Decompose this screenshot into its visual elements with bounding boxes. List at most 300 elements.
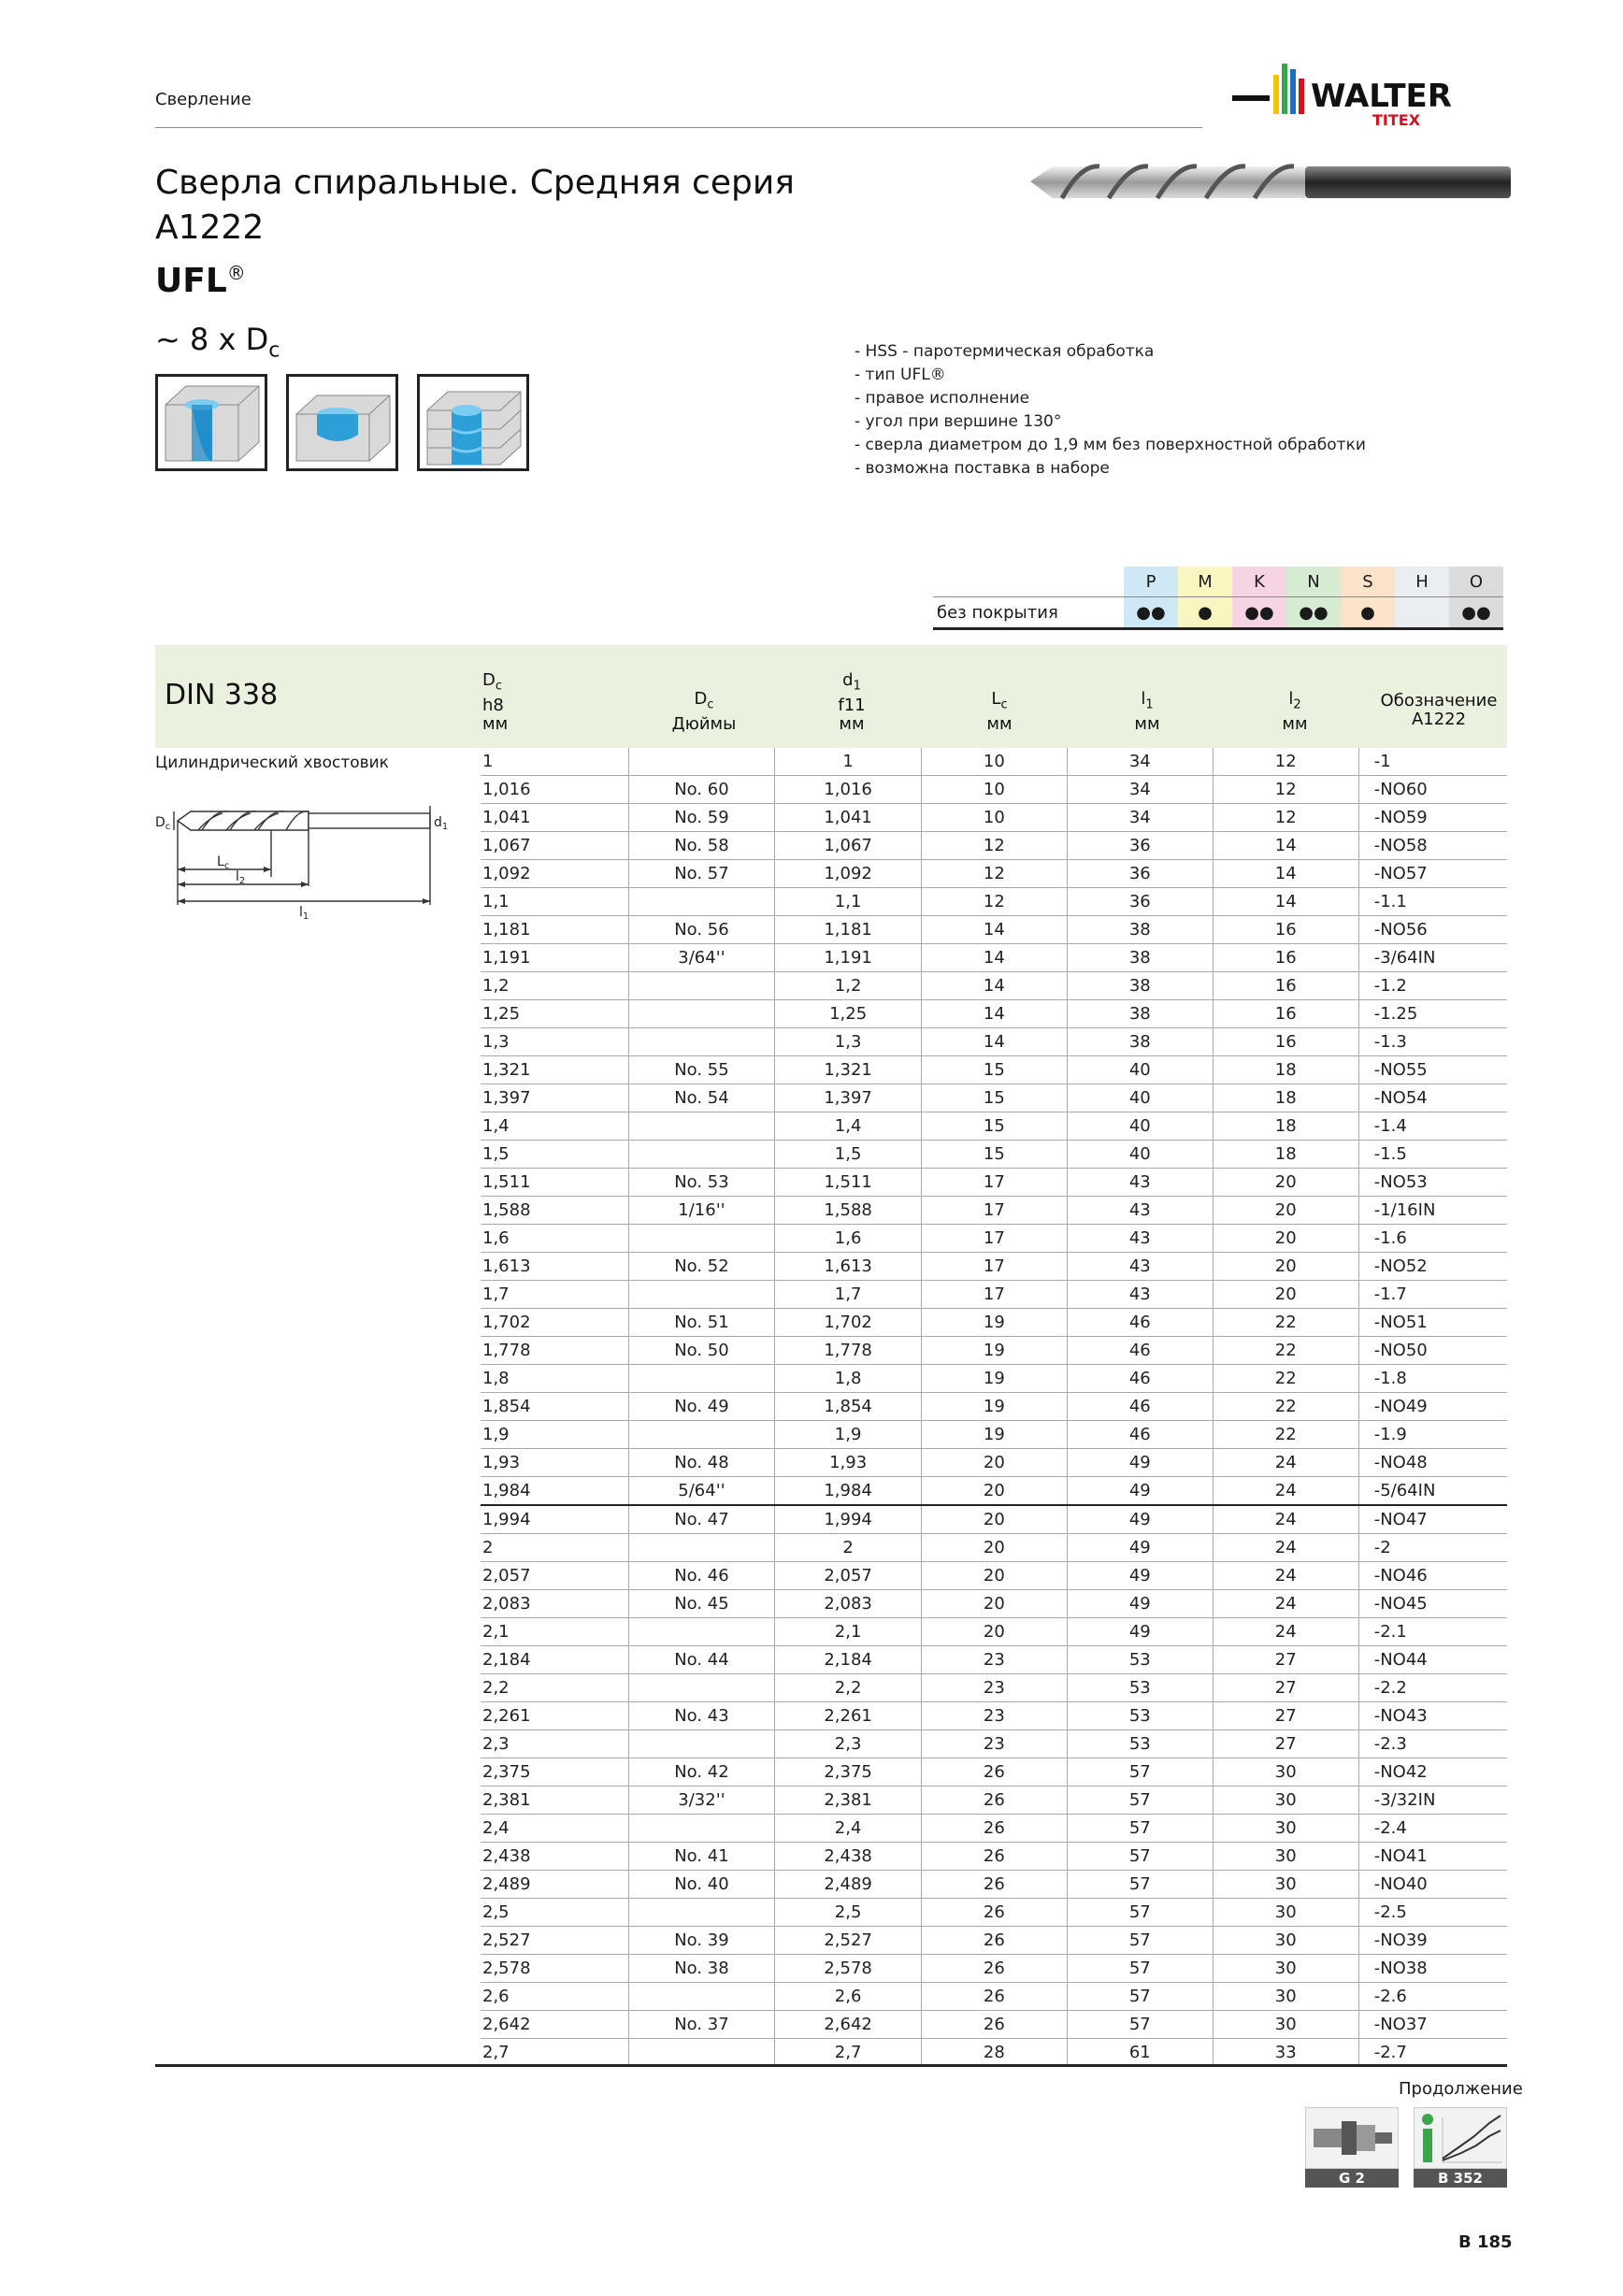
cell-d1: 2,381 [775,1787,922,1815]
cell-l1: 36 [1067,888,1213,916]
cell-l1: 57 [1067,1983,1213,2011]
cell-d1: 2,3 [775,1730,922,1758]
table-row [481,1534,1507,1562]
cell-lc: 14 [921,916,1067,944]
header-lc: $L_c$ мм [986,689,1013,734]
cell-designation: -2.2 [1358,1674,1507,1702]
feature-item: - HSS - паротермическая обработка [855,342,1155,361]
cell-d1: 1,2 [775,972,922,1000]
cell-dc-inch: No. 50 [628,1337,775,1365]
ref-b352-label: B 352 [1414,2169,1507,2188]
cell-l2: 20 [1213,1253,1358,1281]
cell-dc-inch [628,1983,775,2011]
table-row [481,1871,1507,1899]
cell-d1: 1,5 [775,1141,922,1169]
header-l1: $l_1$ мм [1134,689,1160,734]
cell-l1: 49 [1067,1449,1213,1477]
cell-l1: 57 [1067,2011,1213,2039]
cell-dc-mm: 1,588 [481,1197,628,1225]
cell-d1: 2,375 [775,1758,922,1787]
cell-dc-mm: 1,191 [481,944,628,972]
cell-designation: -NO40 [1358,1871,1507,1899]
table-row [481,1815,1507,1843]
table-row [481,1477,1507,1506]
feature-item: - возможна поставка в наборе [855,459,1110,478]
cell-l1: 40 [1067,1056,1213,1084]
cell-lc: 20 [921,1449,1067,1477]
table-row [481,1562,1507,1590]
cell-l1: 43 [1067,1225,1213,1253]
cell-dc-inch: No. 41 [628,1843,775,1871]
table-row [481,748,1507,776]
table-row [481,1843,1507,1871]
cell-designation: -2.1 [1358,1618,1507,1646]
cell-dc-inch: No. 38 [628,1955,775,1983]
cell-dc-inch: No. 58 [628,832,775,860]
cell-lc: 23 [921,1730,1067,1758]
cell-l1: 34 [1067,804,1213,832]
cell-l2: 14 [1213,860,1358,888]
rating-m: ● [1178,597,1232,629]
cell-dc-mm: 1,25 [481,1000,628,1028]
cell-d1: 1,092 [775,860,922,888]
cell-designation: -NO48 [1358,1449,1507,1477]
cell-l2: 20 [1213,1225,1358,1253]
cell-designation: -2.4 [1358,1815,1507,1843]
cell-l2: 30 [1213,1787,1358,1815]
cell-l2: 22 [1213,1365,1358,1393]
cell-dc-mm: 1,854 [481,1393,628,1421]
table-row [481,1927,1507,1955]
cell-designation: -5/64IN [1358,1477,1507,1506]
cell-d1: 2,1 [775,1618,922,1646]
cell-designation: -NO42 [1358,1758,1507,1787]
cell-d1: 1,8 [775,1365,922,1393]
cell-lc: 17 [921,1169,1067,1197]
page-title [155,161,795,304]
cell-dc-mm: 1,613 [481,1253,628,1281]
feature-item: - угол при вершине 130° [855,412,1062,431]
cell-d1: 1,854 [775,1393,922,1421]
cell-dc-inch: 5/64'' [628,1477,775,1506]
cell-d1: 2,083 [775,1590,922,1618]
cell-designation: -1.6 [1358,1225,1507,1253]
stacked-plates-icon [417,374,529,471]
cell-l1: 49 [1067,1562,1213,1590]
cell-l2: 22 [1213,1421,1358,1449]
cell-lc: 20 [921,1562,1067,1590]
table-row [481,1955,1507,1983]
cell-designation: -1.4 [1358,1112,1507,1141]
table-row [481,832,1507,860]
cell-lc: 26 [921,1787,1067,1815]
table-row [481,944,1507,972]
cell-l1: 40 [1067,1112,1213,1141]
cell-l1: 34 [1067,776,1213,804]
cell-lc: 14 [921,1000,1067,1028]
cell-lc: 26 [921,1983,1067,2011]
material-rating-row [933,597,1503,629]
cell-dc-inch [628,1899,775,1927]
cell-d1: 1,4 [775,1112,922,1141]
table-row [481,776,1507,804]
dim-dc-label: $D_c$ [155,815,171,832]
table-row [481,1393,1507,1421]
material-code-p: P [1124,567,1178,597]
cell-designation: -NO38 [1358,1955,1507,1983]
cell-dc-mm: 1,067 [481,832,628,860]
cell-l1: 57 [1067,1871,1213,1899]
cell-dc-inch [628,1534,775,1562]
cell-l1: 49 [1067,1505,1213,1534]
blind-hole-icon [286,374,398,471]
cell-d1: 2,642 [775,2011,922,2039]
cell-dc-inch [628,1028,775,1056]
cell-l1: 36 [1067,832,1213,860]
cell-l1: 46 [1067,1421,1213,1449]
cell-l2: 12 [1213,776,1358,804]
header-d1: $d_1$ f11 мм [838,670,866,734]
drill-data-table [481,748,1507,2067]
cell-lc: 20 [921,1505,1067,1534]
cell-l1: 57 [1067,1758,1213,1787]
cell-designation: -NO37 [1358,2011,1507,2039]
cell-designation: -NO57 [1358,860,1507,888]
cell-l2: 27 [1213,1674,1358,1702]
cell-lc: 12 [921,832,1067,860]
cell-designation: -NO45 [1358,1590,1507,1618]
cell-designation: -1.7 [1358,1281,1507,1309]
cell-dc-inch [628,1674,775,1702]
cell-d1: 2,5 [775,1899,922,1927]
cell-l1: 57 [1067,1955,1213,1983]
cell-l2: 24 [1213,1618,1358,1646]
table-row [481,1787,1507,1815]
cell-l2: 14 [1213,832,1358,860]
cell-l2: 16 [1213,944,1358,972]
cell-dc-inch: 3/64'' [628,944,775,972]
cell-designation: -3/64IN [1358,944,1507,972]
cell-d1: 2 [775,1534,922,1562]
cell-d1: 1,9 [775,1421,922,1449]
cell-d1: 2,4 [775,1815,922,1843]
cell-l2: 16 [1213,972,1358,1000]
feature-item: - сверла диаметром до 1,9 мм без поверхностной обработки [855,436,1366,454]
cell-l1: 38 [1067,944,1213,972]
cell-d1: 1,588 [775,1197,922,1225]
feature-list [855,340,1366,481]
cell-d1: 1,016 [775,776,922,804]
cell-dc-mm: 2,4 [481,1815,628,1843]
feature-item: - правое исполнение [855,389,1030,408]
table-row [481,1674,1507,1702]
table-row [481,972,1507,1000]
cell-lc: 15 [921,1112,1067,1141]
title-line3: UFL [155,262,227,300]
cell-d1: 2,7 [775,2039,922,2067]
cell-d1: 1,041 [775,804,922,832]
cell-designation: -NO51 [1358,1309,1507,1337]
cell-d1: 1,93 [775,1449,922,1477]
cell-dc-inch: No. 43 [628,1702,775,1730]
header-l2: $l_2$ мм [1282,689,1308,734]
cell-lc: 20 [921,1590,1067,1618]
table-row [481,2039,1507,2067]
cell-d1: 1,191 [775,944,922,972]
cell-d1: 1 [775,748,922,776]
cell-dc-mm: 2,2 [481,1674,628,1702]
cell-lc: 23 [921,1646,1067,1674]
cell-l1: 46 [1067,1309,1213,1337]
table-row [481,1618,1507,1646]
cell-lc: 14 [921,1028,1067,1056]
cell-l1: 38 [1067,1028,1213,1056]
table-row [481,860,1507,888]
cell-dc-mm: 1,041 [481,804,628,832]
through-hole-icon [155,374,267,471]
cell-dc-mm: 2,3 [481,1730,628,1758]
cell-dc-inch [628,1225,775,1253]
cell-l2: 24 [1213,1562,1358,1590]
logo-sub: TITEX [1372,111,1421,129]
dim-lc-label: $L_c$ [217,854,230,871]
cell-dc-mm: 1,8 [481,1365,628,1393]
table-row [481,1337,1507,1365]
rating-h [1395,597,1449,629]
table-row [481,1590,1507,1618]
cell-dc-inch [628,2039,775,2067]
cell-d1: 1,25 [775,1000,922,1028]
cell-dc-mm: 2,438 [481,1843,628,1871]
material-codes-row [933,567,1503,597]
table-row [481,888,1507,916]
cell-d1: 1,613 [775,1253,922,1281]
cell-designation: -1 [1358,748,1507,776]
table-row [481,1197,1507,1225]
cell-d1: 1,778 [775,1337,922,1365]
cell-lc: 19 [921,1365,1067,1393]
cell-l2: 18 [1213,1141,1358,1169]
cell-designation: -1.9 [1358,1421,1507,1449]
title-line1: Сверла спиральные. Средняя серия [155,164,795,202]
cell-d1: 1,321 [775,1056,922,1084]
cell-dc-mm: 1,3 [481,1028,628,1056]
cell-lc: 17 [921,1225,1067,1253]
table-row [481,1000,1507,1028]
coating-label: без покрытия [933,597,1124,629]
cell-dc-inch: No. 56 [628,916,775,944]
dim-l2-label: $l_2$ [236,869,246,886]
table-row [481,804,1507,832]
section-label: Сверление [155,90,251,109]
cell-lc: 19 [921,1309,1067,1337]
cell-lc: 23 [921,1702,1067,1730]
cell-designation: -1/16IN [1358,1197,1507,1225]
cell-l2: 20 [1213,1281,1358,1309]
cell-l1: 49 [1067,1590,1213,1618]
cell-dc-mm: 1 [481,748,628,776]
cell-lc: 14 [921,972,1067,1000]
length-ratio [155,322,280,362]
cell-d1: 2,578 [775,1955,922,1983]
cell-l2: 22 [1213,1393,1358,1421]
cell-d1: 1,1 [775,888,922,916]
cell-l2: 18 [1213,1056,1358,1084]
cell-d1: 1,984 [775,1477,922,1506]
cell-dc-mm: 1,397 [481,1084,628,1112]
cell-dc-inch [628,1365,775,1393]
cell-l2: 30 [1213,1955,1358,1983]
cell-designation: -NO41 [1358,1843,1507,1871]
cell-l1: 43 [1067,1281,1213,1309]
cell-dc-inch: No. 39 [628,1927,775,1955]
cell-d1: 1,702 [775,1309,922,1337]
ref-g2[interactable] [1305,2107,1399,2188]
cell-lc: 17 [921,1253,1067,1281]
cell-designation: -NO44 [1358,1646,1507,1674]
header-inch: $D_c$ Дюймы [671,689,737,734]
table-row [481,916,1507,944]
cell-l2: 24 [1213,1590,1358,1618]
cell-dc-inch: No. 37 [628,2011,775,2039]
table-row [481,1225,1507,1253]
cell-l2: 16 [1213,1000,1358,1028]
cell-lc: 19 [921,1393,1067,1421]
cell-dc-inch [628,1141,775,1169]
table-bottom-rule [155,2064,1507,2067]
page-number: B 185 [1458,2232,1513,2252]
cell-lc: 10 [921,804,1067,832]
cell-dc-inch: No. 40 [628,1871,775,1899]
logo-word: WALTER [1311,78,1452,115]
cell-lc: 26 [921,1955,1067,1983]
cell-designation: -2 [1358,1534,1507,1562]
cell-designation: -1.5 [1358,1141,1507,1169]
cell-l2: 12 [1213,804,1358,832]
table-row [481,1702,1507,1730]
cell-dc-inch [628,748,775,776]
cell-dc-mm: 2,083 [481,1590,628,1618]
cell-lc: 10 [921,776,1067,804]
cell-designation: -NO43 [1358,1702,1507,1730]
cell-lc: 23 [921,1674,1067,1702]
cell-dc-inch: 1/16'' [628,1197,775,1225]
cell-dc-inch [628,1618,775,1646]
standard-label: DIN 338 [165,679,279,711]
cell-lc: 26 [921,1815,1067,1843]
cell-designation: -2.5 [1358,1899,1507,1927]
ref-g2-label: G 2 [1305,2169,1399,2188]
rating-s: ● [1341,597,1395,629]
cell-dc-mm: 1,321 [481,1056,628,1084]
cell-d1: 2,261 [775,1702,922,1730]
ratio-sub: c [268,338,280,363]
cell-dc-mm: 2,578 [481,1955,628,1983]
cell-designation: -2.7 [1358,2039,1507,2067]
tool-holder-icon [1305,2107,1399,2169]
material-code-s: S [1341,567,1395,597]
cell-l2: 12 [1213,748,1358,776]
cell-designation: -1.8 [1358,1365,1507,1393]
cell-d1: 1,067 [775,832,922,860]
cell-dc-mm: 1,2 [481,972,628,1000]
cell-lc: 17 [921,1281,1067,1309]
table-row [481,1112,1507,1141]
table-row [481,1365,1507,1393]
cell-dc-inch [628,1421,775,1449]
registered-mark: ® [226,262,246,284]
cell-l2: 24 [1213,1505,1358,1534]
material-code-o: O [1449,567,1503,597]
dim-l1-label: $l_1$ [299,905,309,922]
cell-dc-mm: 1,994 [481,1505,628,1534]
material-code-h: H [1395,567,1449,597]
table-row [481,1646,1507,1674]
cell-l1: 57 [1067,1787,1213,1815]
cell-l2: 30 [1213,1899,1358,1927]
walter-logo-graphic [1232,58,1513,133]
header-divider [155,127,1202,128]
header-dc: $D_c$ h8 мм [482,670,509,734]
cell-l2: 20 [1213,1169,1358,1197]
cell-designation: -NO55 [1358,1056,1507,1084]
table-row [481,1028,1507,1056]
cell-dc-inch [628,1000,775,1028]
cell-d1: 2,057 [775,1562,922,1590]
info-chart-icon [1414,2107,1507,2169]
table-row [481,1983,1507,2011]
cell-dc-inch [628,1112,775,1141]
cell-dc-mm: 2,527 [481,1927,628,1955]
cell-d1: 2,489 [775,1871,922,1899]
cell-dc-inch [628,1730,775,1758]
cell-l1: 53 [1067,1730,1213,1758]
cell-dc-mm: 1,9 [481,1421,628,1449]
cell-l1: 53 [1067,1646,1213,1674]
cell-dc-inch: No. 49 [628,1393,775,1421]
cell-designation: -1.2 [1358,972,1507,1000]
cell-l1: 57 [1067,1843,1213,1871]
ref-b352[interactable] [1414,2107,1507,2188]
cell-lc: 20 [921,1477,1067,1506]
cell-lc: 26 [921,1899,1067,1927]
cell-dc-inch [628,1815,775,1843]
cell-l1: 53 [1067,1702,1213,1730]
rating-n: ●● [1286,597,1341,629]
cell-dc-mm: 2,381 [481,1787,628,1815]
table-row [481,1084,1507,1112]
cell-designation: -2.3 [1358,1730,1507,1758]
table-row [481,1421,1507,1449]
cell-lc: 26 [921,1758,1067,1787]
cell-dc-inch: No. 60 [628,776,775,804]
cell-l2: 24 [1213,1477,1358,1506]
rating-k: ●● [1232,597,1286,629]
cell-dc-mm: 1,016 [481,776,628,804]
cell-dc-mm: 2,642 [481,2011,628,2039]
table-row [481,1056,1507,1084]
cell-d1: 1,181 [775,916,922,944]
cell-l1: 49 [1067,1477,1213,1506]
header-designation: Обозначение A1222 [1380,691,1498,729]
rating-o: ●● [1449,597,1503,629]
cell-dc-inch: No. 53 [628,1169,775,1197]
cell-dc-mm: 1,702 [481,1309,628,1337]
cell-l1: 61 [1067,2039,1213,2067]
cell-l2: 24 [1213,1534,1358,1562]
table-row [481,2011,1507,2039]
cell-dc-mm: 2,1 [481,1618,628,1646]
